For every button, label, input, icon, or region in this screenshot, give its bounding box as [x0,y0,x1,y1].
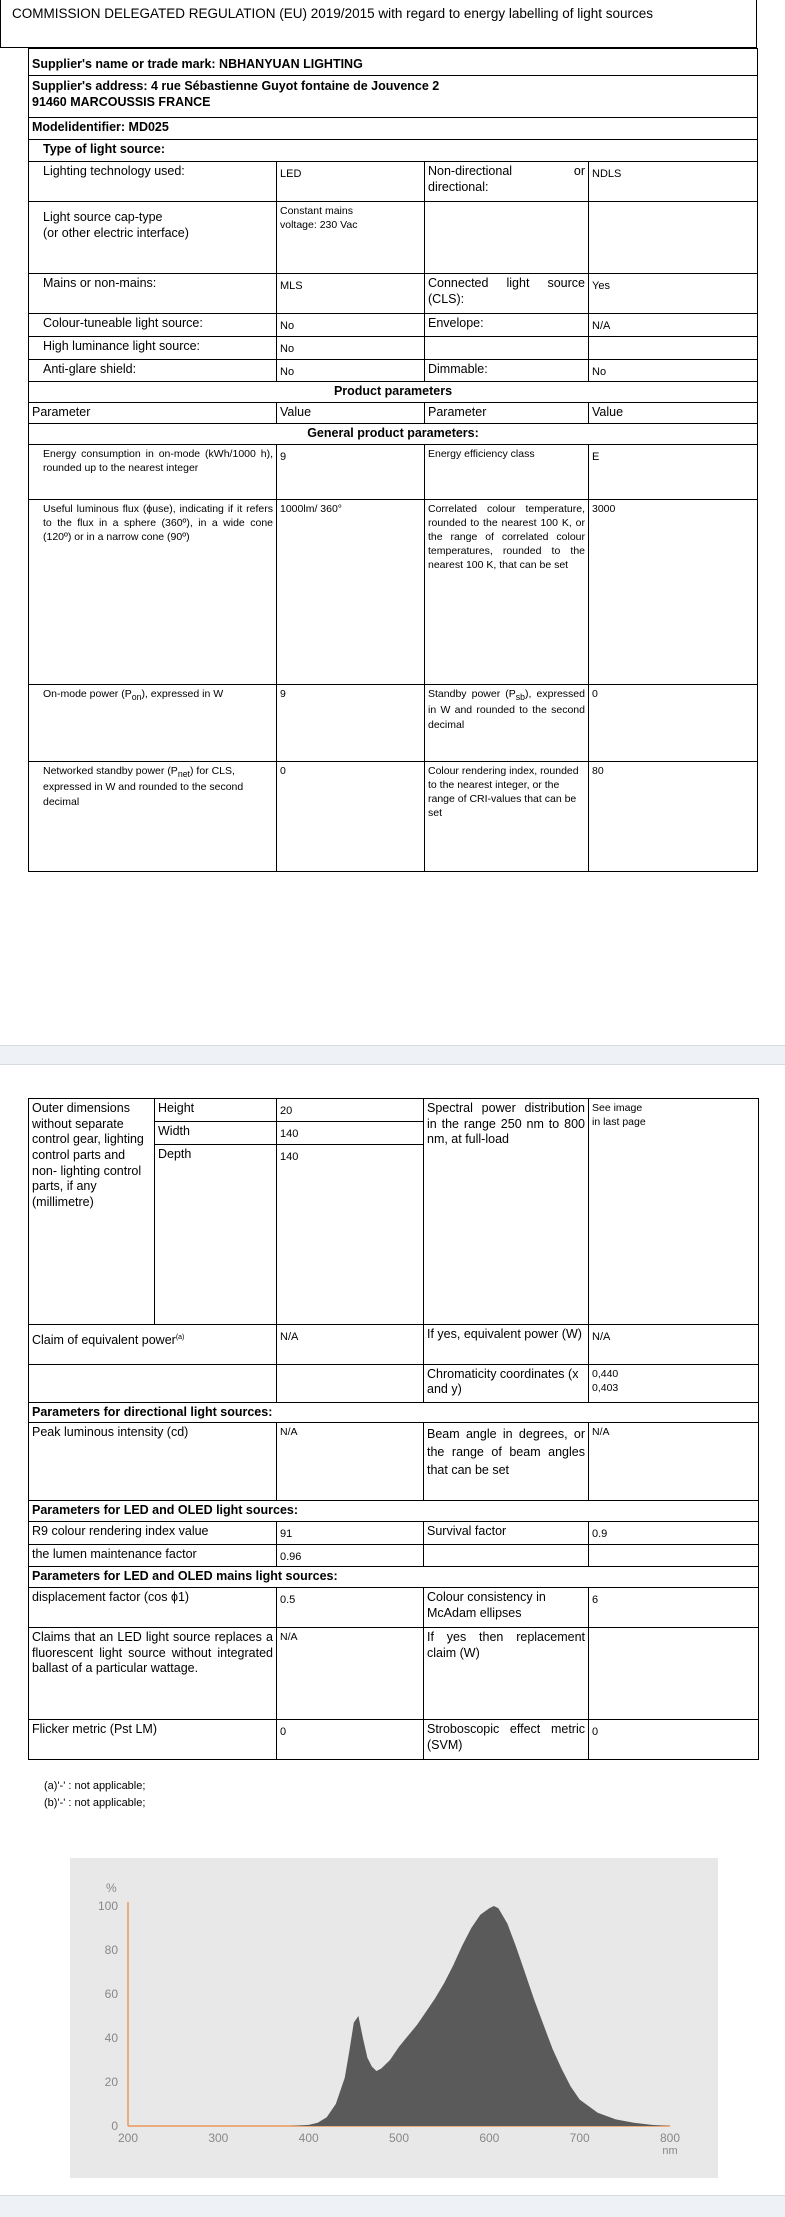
y-tick-label: 20 [104,2075,118,2089]
onmode-label: On-mode power $(P_{on})$, expressed in W [29,684,277,761]
energy-value: 9 [277,444,425,499]
footnote-b: (b)'-' : not applicable; [44,1797,146,1809]
netstandby-value: 0 [277,761,425,871]
directional-value: NDLS [589,162,758,202]
strobo-label: Stroboscopic effect metric (SVM) [424,1719,589,1759]
outer-dimensions-label: Outer dimensions without separate control gear, lighting control parts and non- lighting control parts, if any (millimetre) [29,1099,155,1325]
y-axis-label: % [106,1881,117,1895]
standby-value: 0 [589,684,758,761]
col-parameter-2: Parameter [425,402,589,423]
chroma-y: 0,403 [592,1381,619,1394]
macadam-label: Colour consistency in McAdam ellipses [424,1587,589,1627]
supplier-address-line-1: Supplier's address: 4 rue Sébastienne Guyot fontaine de Jouvence 2 [32,79,440,93]
y-tick-label: 80 [104,1943,118,1957]
lumen-value: 0.96 [277,1544,424,1567]
antiglare-value: No [277,359,425,382]
flux-value: 1000lm/ 360° [277,499,425,684]
dimmable-label: Dimmable: [425,359,589,382]
beam-value: N/A [589,1423,759,1501]
cap-label-line-2: (or other electric interface) [43,225,189,240]
depth-label: Depth [155,1144,277,1324]
x-tick-label: 700 [569,2131,590,2145]
product-parameters-table-2 [28,1098,759,1760]
flicker-value: 0 [277,1719,424,1759]
peak-value: N/A [277,1423,424,1501]
claims-value: N/A [277,1627,424,1719]
x-tick-label: 600 [479,2131,500,2145]
flicker-label: Flicker metric (Pst LM) [29,1719,277,1759]
displacement-value: 0.5 [277,1587,424,1627]
x-tick-label: 400 [298,2131,319,2145]
y-tick-label: 100 [97,1899,118,1913]
mains-value: MLS [277,274,425,314]
height-label: Height [155,1099,277,1122]
model-identifier: Modelidentifier: MD025 [29,118,758,140]
cap-value-line-1: Constant mains [280,205,353,217]
mains-heading: Parameters for LED and OLED mains light sources: [29,1567,759,1588]
efficiency-label: Energy efficiency class [425,444,589,499]
cap-value [277,202,425,274]
claim-label-text: Claim of equivalent power [32,1332,176,1347]
macadam-value: 6 [589,1587,759,1627]
footnote-a: (a)'-' : not applicable; [44,1780,146,1792]
mains-label: Mains or non-mains: [29,274,277,314]
col-parameter: Parameter [29,402,277,423]
peak-label: Peak luminous intensity (cd) [29,1423,277,1501]
chroma-value [589,1364,759,1402]
cap-label [29,202,277,274]
height-value: 20 [277,1099,424,1122]
claim-value: N/A [277,1324,424,1364]
spectral-value-line-1: See image [592,1102,643,1114]
page-separator-bottom [0,2195,785,2217]
spectral-distribution-chart [70,1858,718,2178]
led-heading: Parameters for LED and OLED light sources: [29,1501,759,1522]
envelope-value: N/A [589,314,758,337]
x-tick-label: 200 [117,2131,139,2145]
cls-value: Yes [589,274,758,314]
displacement-label: displacement factor (cos ϕ1) [29,1587,277,1627]
depth-value: 140 [277,1144,424,1324]
y-tick-label: 60 [104,1987,118,2001]
chroma-x: 0,440 [592,1367,619,1380]
width-value: 140 [277,1121,424,1144]
type-heading: Type of light source: [29,140,758,162]
spectral-value-line-2: in last page [592,1116,646,1129]
supplier-address-line-2: 91460 MARCOUSSIS FRANCE [32,94,211,109]
x-axis-label: nm [662,2145,678,2157]
colour-tune-label: Colour-tuneable light source: [29,314,277,337]
col-value: Value [277,402,425,423]
claim-label [29,1324,277,1364]
x-tick-label: 300 [208,2131,229,2145]
survival-value: 0.9 [589,1521,759,1544]
high-lum-value: No [277,336,425,359]
standby-label: Standby power $(P_{sb})$, expressed in W and rounded to the second decimal [425,684,589,761]
y-tick-label: 0 [111,2119,118,2133]
spectral-chart-svg [70,1858,718,2178]
cap-label-line-1: Light source cap-type [43,210,163,224]
survival-label: Survival factor [424,1521,589,1544]
supplier-name: Supplier's name or trade mark: NBHANYUAN LIGHTING [29,49,758,76]
lumen-label: the lumen maintenance factor [29,1544,277,1567]
r9-label: R9 colour rendering index value [29,1521,277,1544]
product-info-table [28,48,758,872]
replacement-label: If yes then replacement claim (W) [424,1627,589,1719]
spectral-label: Spectral power distribution in the range 250 nm to 800 nm, at full-load [424,1099,589,1325]
directional-label: Non-directional or directional: [425,162,589,202]
efficiency-value: E [589,444,758,499]
equiv-label: If yes, equivalent power (W) [424,1324,589,1364]
cls-label: Connected light source (CLS): [425,274,589,314]
energy-label: Energy consumption in on-mode (kWh/1000 h), rounded up to the nearest integer [29,444,277,499]
supplier-address [29,76,758,118]
document-title: COMMISSION DELEGATED REGULATION (EU) 2019/2015 with regard to energy labelling of light sources [0,0,757,48]
directional-heading: Parameters for directional light sources: [29,1402,759,1423]
width-label: Width [155,1121,277,1144]
antiglare-label: Anti-glare shield: [29,359,277,382]
page-separator [0,1045,785,1065]
claim-sup: (a) [175,1333,185,1341]
x-tick-label: 500 [388,2131,410,2145]
cri-value: 80 [589,761,758,871]
chroma-label: Chromaticity coordinates (x and y) [424,1364,589,1402]
flux-label: Useful luminous flux (ϕuse), indicating if it refers to the flux in a sphere (360º), in a wide cone (120º) or in a narrow cone (90º) [29,499,277,684]
tech-value: LED [277,162,425,202]
strobo-value: 0 [589,1719,759,1759]
col-value-2: Value [589,402,758,423]
beam-label: Beam angle in degrees, or the range of beam angles that can be set [424,1423,589,1501]
product-parameters-heading: Product parameters [29,382,758,403]
claims-label: Claims that an LED light source replaces a fluorescent light source without integrated ballast of a particular wattage. [29,1627,277,1719]
cap-value-line-2: voltage: 230 Vac [280,219,358,232]
onmode-value: 9 [277,684,425,761]
general-parameters-heading: General product parameters: [29,423,758,444]
equiv-value: N/A [589,1324,759,1364]
colour-tune-value: No [277,314,425,337]
tech-label: Lighting technology used: [29,162,277,202]
dimmable-value: No [589,359,758,382]
spectral-curve-area [291,1906,670,2126]
r9-value: 91 [277,1521,424,1544]
page-1 [0,0,785,1045]
y-tick-label: 40 [104,2031,118,2045]
cri-label: Colour rendering index, rounded to the nearest integer, or the range of CRI-values that can be set [425,761,589,871]
x-tick-label: 800 [659,2131,681,2145]
cct-label: Correlated colour temperature, rounded to the nearest 100 K, or the range of correlated colour temperatures, rounded to the nearest 100 K, that can be set [425,499,589,684]
footnotes [44,1778,145,1812]
netstandby-label: Networked standby power $(P_{net})$ for CLS, expressed in W and rounded to the second decimal [29,761,277,871]
cct-value: 3000 [589,499,758,684]
envelope-label: Envelope: [425,314,589,337]
spectral-value [589,1099,759,1325]
high-lum-label: High luminance light source: [29,336,277,359]
